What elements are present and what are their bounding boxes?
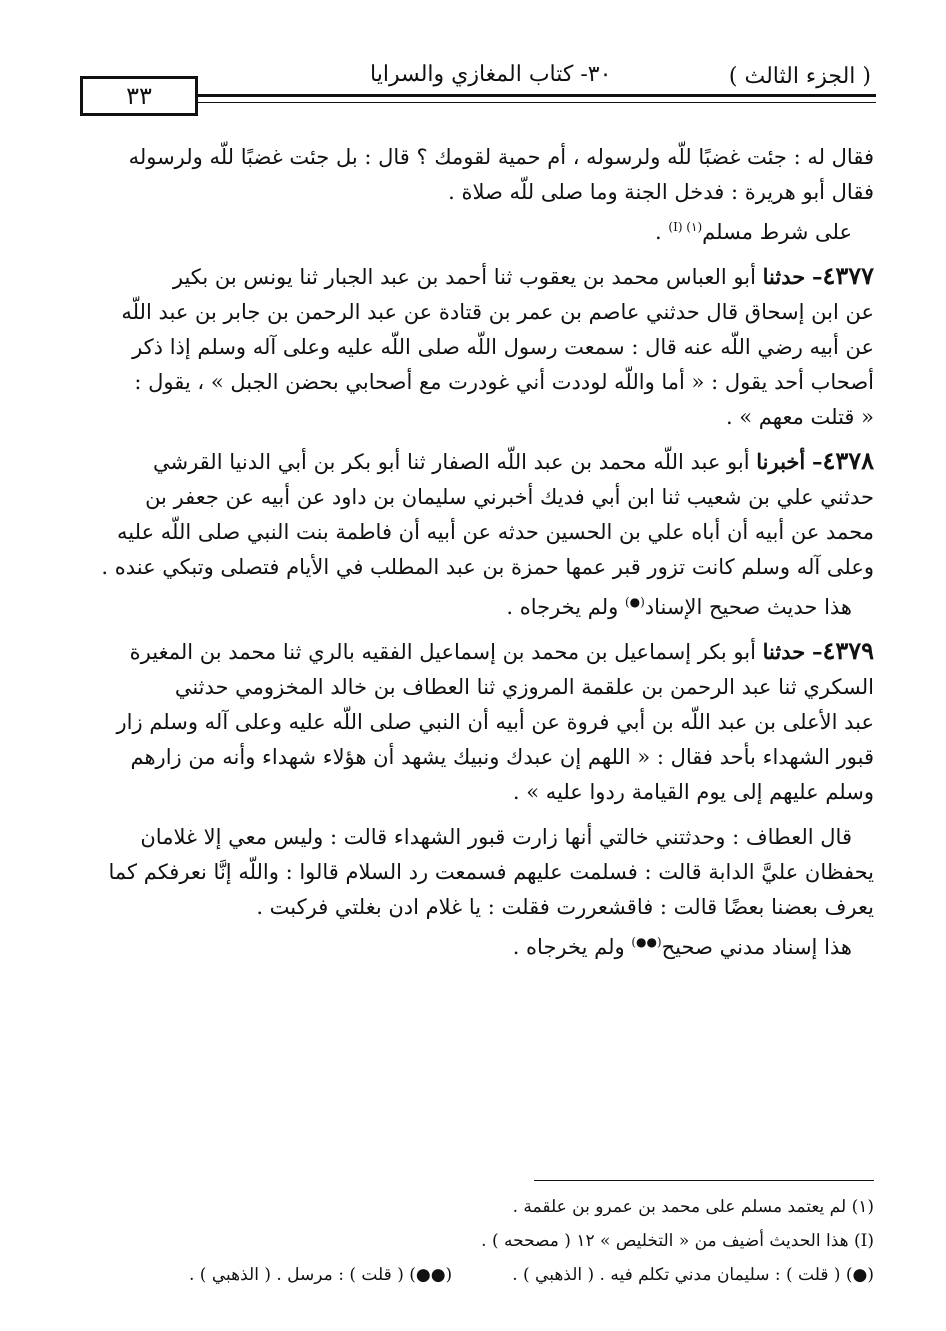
footnote: (١) لم يعتمد مسلم على محمد بن عمرو بن علقمة . bbox=[512, 1197, 874, 1217]
header-rule-thick bbox=[198, 94, 876, 97]
text-line bbox=[75, 443, 874, 480]
footnotes bbox=[75, 1190, 874, 1292]
text-line: وعلى آله وسلم كانت تزور قبر عمها حمزة بن عبد المطلب في الأيام فتصلى وتبكي عنده . bbox=[101, 555, 874, 579]
text-line: محمد عن أبيه أن أباه علي بن الحسين حدثه عن أبيه أن فاطمة بنت النبي صلى اللّه عليه bbox=[117, 520, 874, 544]
text-line: « قتلت معهم » . bbox=[725, 405, 874, 429]
hadith-text: أبو بكر إسماعيل بن محمد بن إسماعيل الفقيه بالري ثنا محمد بن المغيرة bbox=[129, 640, 756, 664]
grading-end: ولم يخرجاه . bbox=[506, 595, 619, 619]
hadith-4377 bbox=[75, 258, 874, 435]
header-rule-thin bbox=[198, 102, 876, 103]
text-line: يعرف بعضنا بعضًا قالت : فاقشعررت فقلت : يا غلام ادن بغلتي فركبت . bbox=[256, 895, 874, 919]
grading-text: على شرط مسلم bbox=[702, 220, 852, 244]
text-line: فقال له : جئت غضبًا للّه ولرسوله ، أم حمية لقومك ؟ قال : بل جئت غضبًا للّه ولرسوله bbox=[128, 145, 874, 169]
hadith-text: أبو العباس محمد بن يعقوب ثنا أحمد بن عبد الجبار ثنا يونس بن بكير bbox=[172, 265, 756, 289]
grading-text: هذا حديث صحيح الإسناد bbox=[644, 595, 852, 619]
footnote: (I) هذا الحديث أضيف من « التخليص » ١٢ ( مصححه ) . bbox=[481, 1231, 874, 1251]
page-body bbox=[75, 140, 874, 965]
hadith-number: ٤٣٧٨ bbox=[822, 446, 874, 475]
hadith-keyword: حدثنا bbox=[762, 264, 806, 289]
paragraph-intro bbox=[75, 140, 874, 250]
hadith-dash: – bbox=[811, 639, 823, 664]
grading-end: . bbox=[655, 220, 662, 244]
hadith-keyword: أخبرنا bbox=[756, 449, 806, 474]
text-line: عن أبيه رضي اللّه عنه قال : سمعت رسول اللّه صلى اللّه عليه وعلى آله وسلم إذا ذكر bbox=[132, 335, 874, 359]
hadith-dash: – bbox=[811, 264, 823, 289]
hadith-keyword: حدثنا bbox=[762, 639, 806, 664]
volume-label: ( الجزء الثالث ) bbox=[728, 64, 871, 89]
hadith-number: ٤٣٧٩ bbox=[822, 636, 874, 665]
footnote: (●●) ( قلت ) : مرسل . ( الذهبي ) . bbox=[189, 1265, 453, 1285]
footnote-row bbox=[75, 1258, 874, 1292]
footnote-ref: (●●) bbox=[631, 935, 662, 949]
book-title: ٣٠- كتاب المغازي والسرايا bbox=[370, 62, 612, 87]
footnote-rule bbox=[534, 1180, 874, 1181]
grading-text: هذا إسناد مدني صحيح bbox=[661, 935, 852, 959]
hadith-4378 bbox=[75, 443, 874, 625]
text-line: قبور الشهداء بأحد فقال : « اللهم إن عبدك ونبيك يشهد أن هؤلاء شهداء وأنه من زارهم bbox=[130, 745, 874, 769]
text-line: عن ابن إسحاق قال حدثني عاصم بن عمر بن قتادة عن عبد الرحمن بن جابر بن عبد اللّه bbox=[121, 300, 874, 324]
grading-end: ولم يخرجاه . bbox=[512, 935, 625, 959]
text-line: حدثني علي بن شعيب ثنا ابن أبي فديك أخبرني سليمان بن داود عن أبيه عن جعفر بن bbox=[145, 485, 874, 509]
hadith-text: أبو عبد اللّه محمد بن عبد اللّه الصفار ثنا أبو بكر بن أبي الدنيا القرشي bbox=[152, 450, 750, 474]
text-line bbox=[75, 633, 874, 670]
hadith-4379 bbox=[75, 633, 874, 965]
grading-line bbox=[75, 925, 874, 965]
text-line bbox=[75, 258, 874, 295]
grading-line bbox=[75, 210, 874, 250]
hadith-number: ٤٣٧٧ bbox=[822, 261, 874, 290]
page-number: ٣٣ bbox=[80, 76, 198, 116]
grading-line bbox=[75, 585, 874, 625]
hadith-dash: – bbox=[811, 449, 823, 474]
text-line: يحفظان عليَّ الدابة قالت : فسلمت عليهم فسمعت رد السلام قالوا : واللّه إنَّا نعرفكم كما bbox=[108, 860, 874, 884]
page-header bbox=[70, 54, 876, 110]
text-line: فقال أبو هريرة : فدخل الجنة وما صلى للّه صلاة . bbox=[448, 180, 874, 204]
footnote-ref: (●) bbox=[624, 595, 645, 609]
text-line: وسلم عليهم إلى يوم القيامة ردوا عليه » . bbox=[512, 780, 874, 804]
spacer bbox=[75, 810, 874, 820]
footnote-ref: (١) (I) bbox=[668, 220, 703, 234]
text-line: أصحاب أحد يقول : « أما واللّه لوددت أني غودرت مع أصحابي بحضن الجبل » ، يقول : bbox=[134, 370, 874, 394]
text-line: السكري ثنا عبد الرحمن بن علقمة المروزي ثنا العطاف بن خالد المخزومي حدثني bbox=[174, 675, 874, 699]
text-line: قال العطاف : وحدثتني خالتي أنها زارت قبور الشهداء قالت : وليس معي إلا غلامان bbox=[140, 825, 852, 849]
footnote: (●) ( قلت ) : سليمان مدني تكلم فيه . ( الذهبي ) . bbox=[512, 1265, 874, 1285]
text-line: عبد الأعلى بن عبد اللّه بن أبي فروة عن أبيه أن النبي صلى اللّه عليه وعلى آله وسلم زار bbox=[116, 710, 874, 734]
